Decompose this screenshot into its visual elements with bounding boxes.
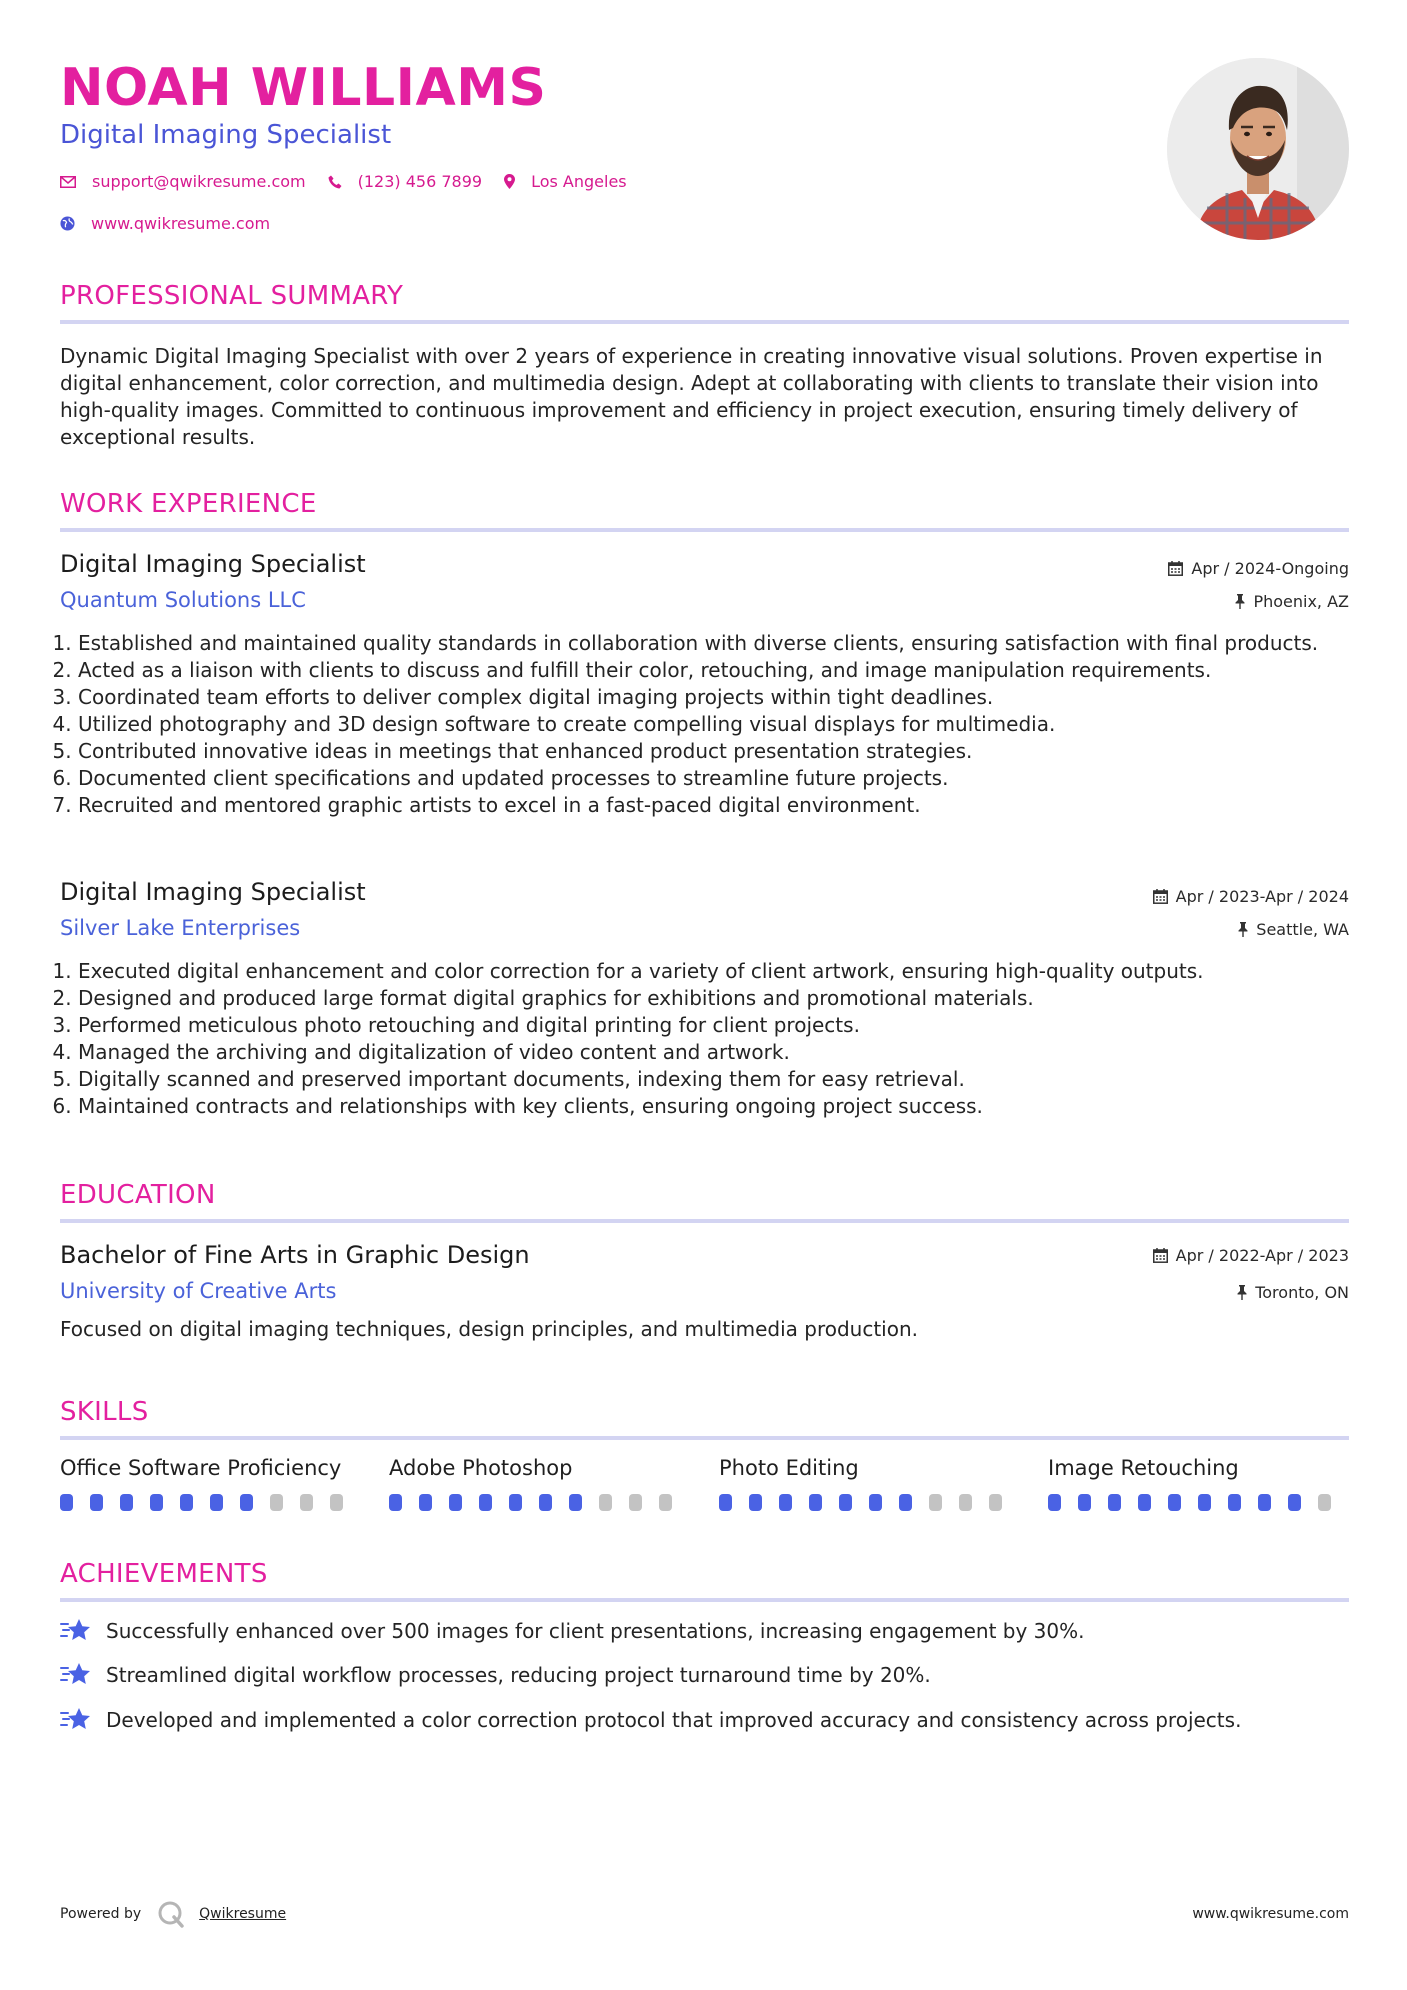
bullet-item: 1. Established and maintained quality standards in collaboration with diverse clients, ensuring satisfaction with final products.	[78, 630, 1320, 657]
star-icon	[60, 1707, 92, 1733]
skill-item	[389, 1456, 689, 1511]
envelope-icon	[60, 176, 76, 188]
education-description: Focused on digital imaging techniques, design principles, and multimedia production.	[60, 1317, 918, 1341]
skill-level-meter	[1048, 1494, 1348, 1511]
skill-dot-empty	[270, 1494, 283, 1511]
section-divider	[60, 528, 1349, 532]
bullet-item: 6. Documented client specifications and updated processes to streamline future projects.	[78, 765, 1320, 792]
job-bullets	[60, 630, 1320, 819]
skill-dot-filled	[1078, 1494, 1091, 1511]
job-dates	[1153, 887, 1349, 906]
qwikresume-logo-icon	[157, 1900, 185, 1928]
skill-name: Office Software Proficiency	[60, 1456, 342, 1480]
candidate-role: Digital Imaging Specialist	[60, 120, 392, 150]
location-text: Los Angeles	[531, 172, 627, 191]
star-icon	[60, 1662, 92, 1688]
bullet-item: 3. Performed meticulous photo retouching and digital printing for client projects.	[78, 1012, 1320, 1039]
job-title: Digital Imaging Specialist	[60, 550, 366, 578]
skill-dot-filled	[899, 1494, 912, 1511]
skill-dot-filled	[809, 1494, 822, 1511]
achievement-item	[60, 1662, 931, 1688]
company-name: Silver Lake Enterprises	[60, 916, 301, 940]
bullet-item: 5. Digitally scanned and preserved important documents, indexing them for easy retrieval.	[78, 1066, 1320, 1093]
job-location	[1235, 592, 1349, 611]
skill-dot-filled	[1138, 1494, 1151, 1511]
bullet-item: 2. Designed and produced large format digital graphics for exhibitions and promotional materials.	[78, 985, 1320, 1012]
job-location-text: Seattle, WA	[1256, 920, 1349, 939]
skill-dot-empty	[959, 1494, 972, 1511]
bullet-item: 6. Maintained contracts and relationships with key clients, ensuring ongoing project success.	[78, 1093, 1320, 1120]
bullet-item: 3. Coordinated team efforts to deliver complex digital imaging projects within tight deadlines.	[78, 684, 1320, 711]
job-bullets	[60, 958, 1320, 1120]
skill-dot-empty	[330, 1494, 343, 1511]
skill-item	[1048, 1456, 1348, 1511]
education-dates	[1153, 1246, 1349, 1265]
contact-email[interactable]	[60, 172, 306, 191]
skill-name: Adobe Photoshop	[389, 1456, 573, 1480]
footer-url[interactable]: www.qwikresume.com	[1192, 1906, 1349, 1922]
skill-item	[60, 1456, 360, 1511]
bullet-item: 1. Executed digital enhancement and color correction for a variety of client artwork, ensuring high-quality outputs.	[78, 958, 1320, 985]
skill-dot-filled	[869, 1494, 882, 1511]
bullet-item: 4. Managed the archiving and digitalization of video content and artwork.	[78, 1039, 1320, 1066]
skill-dot-filled	[1108, 1494, 1121, 1511]
skill-dot-filled	[509, 1494, 522, 1511]
education-location	[1237, 1283, 1349, 1302]
map-pin-icon	[504, 174, 515, 189]
contact-row-website	[60, 214, 292, 233]
job-location-text: Phoenix, AZ	[1253, 592, 1349, 611]
skill-dot-filled	[240, 1494, 253, 1511]
contact-row	[60, 172, 649, 191]
skill-level-meter	[60, 1494, 360, 1511]
profile-photo	[1167, 58, 1349, 240]
skill-name: Photo Editing	[719, 1456, 859, 1480]
achievement-item	[60, 1707, 1241, 1733]
bullet-item: 2. Acted as a liaison with clients to discuss and fulfill their color, retouching, and image manipulation requirements.	[78, 657, 1320, 684]
skill-dot-empty	[300, 1494, 313, 1511]
skill-dot-empty	[629, 1494, 642, 1511]
star-icon	[60, 1618, 92, 1644]
skill-dot-empty	[1318, 1494, 1331, 1511]
skill-dot-empty	[599, 1494, 612, 1511]
skill-dot-filled	[1288, 1494, 1301, 1511]
pushpin-icon	[1237, 1285, 1247, 1300]
section-divider	[60, 1436, 1349, 1440]
skill-dot-filled	[749, 1494, 762, 1511]
skill-dot-filled	[1048, 1494, 1061, 1511]
skill-level-meter	[719, 1494, 1019, 1511]
skill-dot-filled	[449, 1494, 462, 1511]
phone-icon	[328, 175, 342, 189]
pushpin-icon	[1235, 594, 1245, 609]
summary-text: Dynamic Digital Imaging Specialist with over 2 years of experience in creating innovative visual solutions. Proven expertise in digital enhancement, color correction, and multimedia design. Adept at collaborating with clients to translate their vision into high-quality images. Committed to continuous improvement and efficiency in project execution, ensuring timely delivery of exceptional results.	[60, 344, 1323, 449]
section-divider	[60, 1219, 1349, 1223]
bullet-item: 4. Utilized photography and 3D design software to create compelling visual displays for multimedia.	[78, 711, 1320, 738]
skill-dot-filled	[1258, 1494, 1271, 1511]
skill-item	[719, 1456, 1019, 1511]
calendar-icon	[1153, 1248, 1168, 1263]
skill-dot-filled	[120, 1494, 133, 1511]
calendar-icon	[1168, 561, 1183, 576]
pushpin-icon	[1238, 922, 1248, 937]
skill-dot-filled	[389, 1494, 402, 1511]
skill-dot-filled	[150, 1494, 163, 1511]
achievement-text: Streamlined digital workflow processes, reducing project turnaround time by 20%.	[106, 1663, 931, 1687]
skill-dot-filled	[539, 1494, 552, 1511]
bullet-item: 7. Recruited and mentored graphic artists to excel in a fast-paced digital environment.	[78, 792, 1320, 819]
skill-dot-filled	[210, 1494, 223, 1511]
contact-phone[interactable]	[328, 172, 482, 191]
skill-level-meter	[389, 1494, 689, 1511]
skill-dot-filled	[1198, 1494, 1211, 1511]
skill-dot-filled	[719, 1494, 732, 1511]
skill-dot-filled	[1228, 1494, 1241, 1511]
brand-link[interactable]: Qwikresume	[199, 1906, 287, 1922]
skill-dot-filled	[779, 1494, 792, 1511]
school-name: University of Creative Arts	[60, 1279, 337, 1303]
email-text: support@qwikresume.com	[92, 172, 306, 191]
powered-by-text: Powered by	[60, 1906, 142, 1922]
calendar-icon	[1153, 889, 1168, 904]
website-text: www.qwikresume.com	[91, 214, 271, 233]
achievement-item	[60, 1618, 1084, 1644]
skill-dot-empty	[929, 1494, 942, 1511]
contact-website[interactable]	[60, 214, 270, 233]
achievement-text: Developed and implemented a color correction protocol that improved accuracy and consistency across projects.	[106, 1708, 1242, 1732]
section-title-achievements: ACHIEVEMENTS	[60, 1559, 268, 1589]
skill-dot-filled	[1168, 1494, 1181, 1511]
skill-name: Image Retouching	[1048, 1456, 1239, 1480]
skill-dot-filled	[479, 1494, 492, 1511]
footer-powered-by	[60, 1900, 286, 1928]
skill-dot-filled	[90, 1494, 103, 1511]
skill-dot-empty	[659, 1494, 672, 1511]
section-title-experience: WORK EXPERIENCE	[60, 489, 317, 519]
education-dates-text: Apr / 2022-Apr / 2023	[1175, 1246, 1349, 1265]
skill-dot-empty	[989, 1494, 1002, 1511]
skill-dot-filled	[60, 1494, 73, 1511]
section-divider	[60, 1598, 1349, 1602]
section-title-skills: SKILLS	[60, 1397, 149, 1427]
degree-title: Bachelor of Fine Arts in Graphic Design	[60, 1241, 530, 1269]
education-location-text: Toronto, ON	[1255, 1283, 1349, 1302]
phone-text: (123) 456 7899	[357, 172, 483, 191]
section-divider	[60, 320, 1349, 324]
achievement-text: Successfully enhanced over 500 images for client presentations, increasing engagement by 30%.	[106, 1619, 1085, 1643]
job-dates	[1168, 559, 1349, 578]
skill-dot-filled	[839, 1494, 852, 1511]
company-name: Quantum Solutions LLC	[60, 588, 306, 612]
job-dates-text: Apr / 2024-Ongoing	[1191, 559, 1349, 578]
section-title-education: EDUCATION	[60, 1180, 216, 1210]
globe-icon	[60, 216, 75, 231]
job-title: Digital Imaging Specialist	[60, 878, 366, 906]
bullet-item: 5. Contributed innovative ideas in meetings that enhanced product presentation strategies.	[78, 738, 1320, 765]
contact-location	[504, 172, 627, 191]
candidate-name: NOAH WILLIAMS	[60, 58, 547, 118]
job-location	[1238, 920, 1349, 939]
skill-dot-filled	[419, 1494, 432, 1511]
skill-dot-filled	[569, 1494, 582, 1511]
section-title-summary: PROFESSIONAL SUMMARY	[60, 281, 404, 311]
skill-dot-filled	[180, 1494, 193, 1511]
job-dates-text: Apr / 2023-Apr / 2024	[1175, 887, 1349, 906]
